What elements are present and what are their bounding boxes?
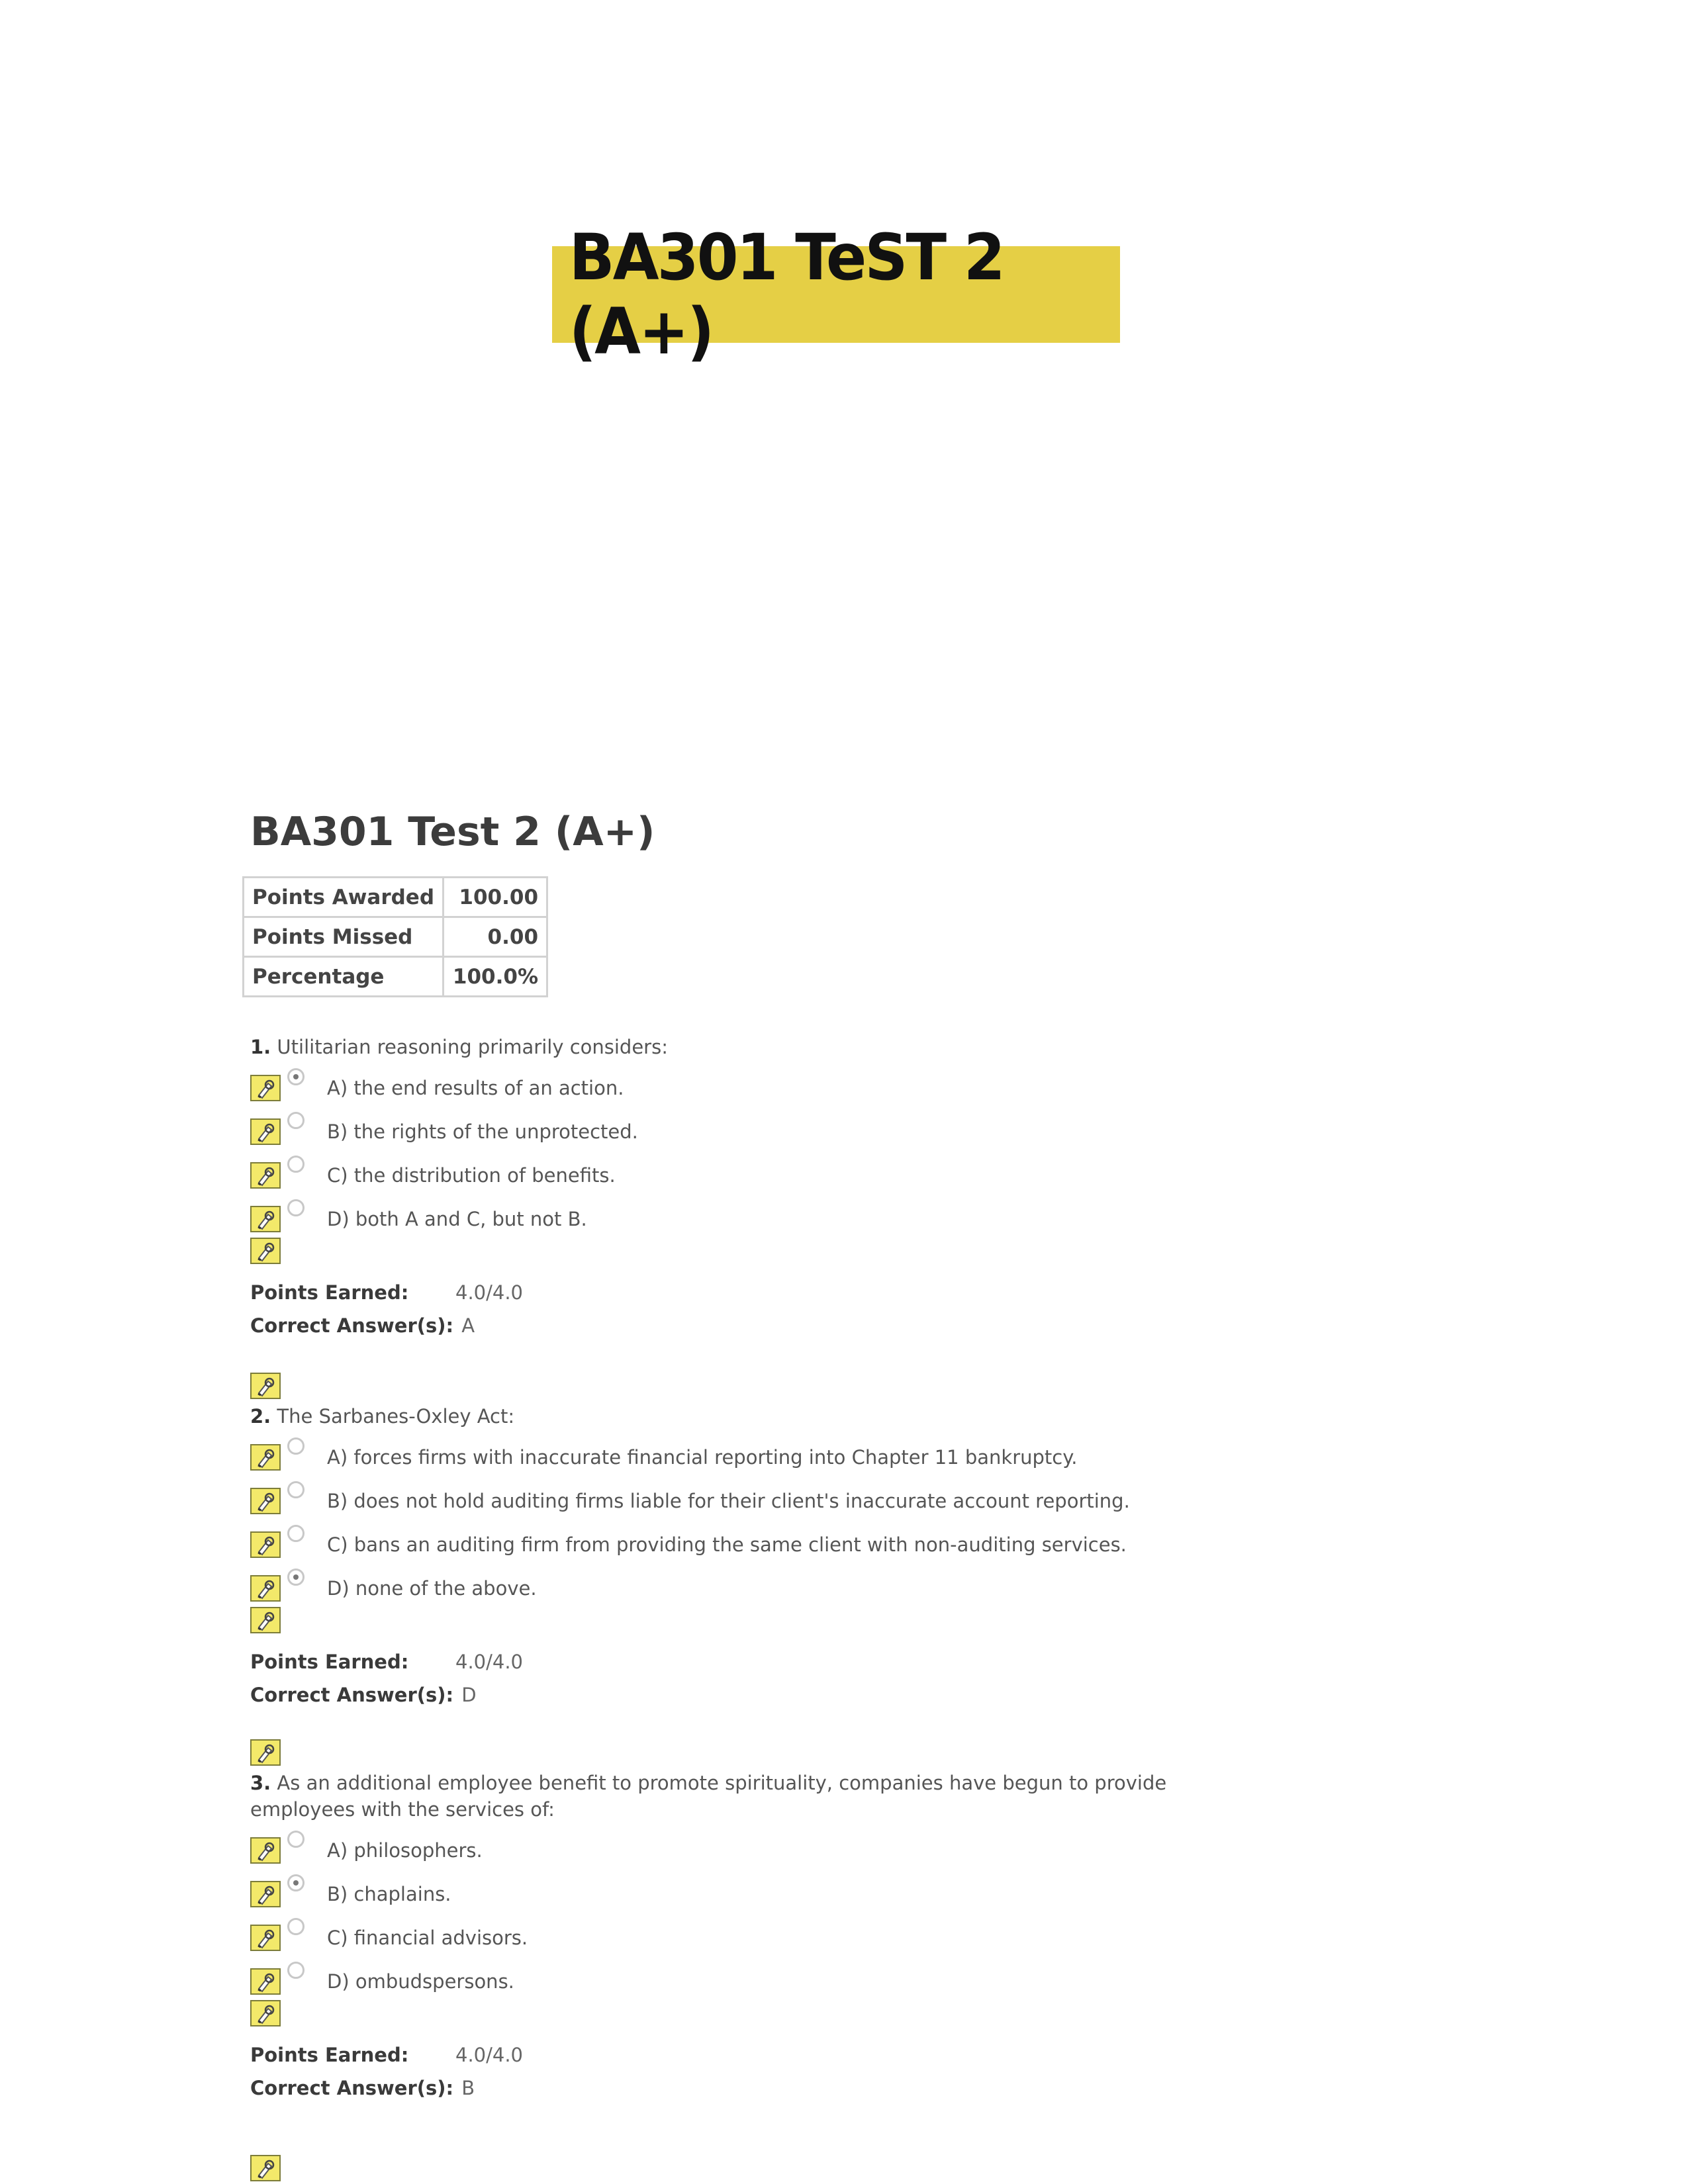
points-earned-label: Points Earned:: [250, 1651, 409, 1673]
radio-option-d[interactable]: [287, 1199, 305, 1216]
pencil-magnifier-icon[interactable]: [250, 1881, 281, 1907]
score-summary-table: [242, 876, 548, 997]
question-header-icon-row: [250, 1739, 1190, 1770]
radio-option-c[interactable]: [287, 1525, 305, 1542]
question-prompt: Utilitarian reasoning primarily considers:: [277, 1036, 668, 1058]
option-a[interactable]: [250, 1060, 1190, 1104]
correct-answer-label: Correct Answer(s):: [250, 1314, 454, 1337]
pencil-magnifier-icon[interactable]: [250, 1968, 281, 1995]
pencil-magnifier-icon[interactable]: [250, 1373, 281, 1399]
title-banner: [552, 220, 1120, 369]
option-text: A) the end results of an action.: [327, 1077, 624, 1099]
next-question-icon-row: [250, 2155, 281, 2184]
points-earned: [250, 1276, 1190, 1309]
option-a[interactable]: [250, 1823, 1190, 1866]
summary-label: Percentage: [244, 957, 444, 997]
question-text: [250, 1403, 1190, 1430]
radio-option-a[interactable]: [287, 1831, 305, 1848]
question-3: [250, 1739, 1190, 2105]
radio-option-b[interactable]: [287, 1481, 305, 1498]
radio-option-a[interactable]: [287, 1068, 305, 1085]
correct-answer: [250, 1678, 1190, 1711]
radio-option-d[interactable]: [287, 1962, 305, 1979]
question-number: 1.: [250, 1036, 271, 1058]
question-text: [250, 1034, 1190, 1060]
correct-answer-value: A: [461, 1314, 475, 1337]
summary-row-percentage: [244, 957, 547, 997]
radio-option-b[interactable]: [287, 1112, 305, 1129]
summary-row-points-awarded: [244, 878, 547, 917]
option-text: C) financial advisors.: [327, 1927, 528, 1949]
option-b[interactable]: [250, 1866, 1190, 1910]
question-prompt: The Sarbanes-Oxley Act:: [277, 1405, 515, 1428]
pencil-magnifier-icon[interactable]: [250, 1162, 281, 1189]
summary-value: 0.00: [444, 917, 547, 957]
points-earned: [250, 1645, 1190, 1678]
option-text: A) philosophers.: [327, 1839, 483, 1862]
summary-label: Points Awarded: [244, 878, 444, 917]
pencil-magnifier-icon[interactable]: [250, 1925, 281, 1951]
option-text: B) chaplains.: [327, 1883, 451, 1905]
option-d[interactable]: [250, 1191, 1190, 1235]
banner-title: BA301 TeST 2 (A+): [569, 220, 1004, 369]
correct-answer-label: Correct Answer(s):: [250, 1684, 454, 1706]
pencil-magnifier-icon[interactable]: [250, 1607, 281, 1633]
question-2: [250, 1373, 1190, 1711]
feedback-icon-row: [250, 1997, 1190, 2029]
option-c[interactable]: [250, 1517, 1190, 1561]
option-text: C) bans an auditing firm from providing the same client with non-auditing services.: [327, 1533, 1127, 1556]
pencil-magnifier-icon[interactable]: [250, 1488, 281, 1514]
points-earned-label: Points Earned:: [250, 1281, 409, 1304]
pencil-magnifier-icon[interactable]: [250, 1238, 281, 1264]
pencil-magnifier-icon[interactable]: [250, 1075, 281, 1101]
option-text: B) the rights of the unprotected.: [327, 1120, 638, 1143]
feedback-icon-row: [250, 1235, 1190, 1267]
radio-option-c[interactable]: [287, 1918, 305, 1935]
option-d[interactable]: [250, 1561, 1190, 1604]
points-earned-value: 4.0/4.0: [455, 2044, 524, 2066]
option-text: D) none of the above.: [327, 1577, 537, 1600]
question-text: [250, 1770, 1190, 1823]
pencil-magnifier-icon[interactable]: [250, 1206, 281, 1232]
pencil-magnifier-icon[interactable]: [250, 1444, 281, 1471]
question-prompt: As an additional employee benefit to promote spirituality, companies have begun to provide: [277, 1772, 1167, 1794]
option-b[interactable]: [250, 1104, 1190, 1148]
summary-value: 100.0%: [444, 957, 547, 997]
summary-label: Points Missed: [244, 917, 444, 957]
question-prompt-continued: employees with the services of:: [250, 1798, 555, 1821]
option-c[interactable]: [250, 1148, 1190, 1191]
question-number: 2.: [250, 1405, 271, 1428]
pencil-magnifier-icon[interactable]: [250, 2155, 281, 2181]
option-text: B) does not hold auditing firms liable for their client's inaccurate account reporting.: [327, 1490, 1130, 1512]
correct-answer-value: B: [461, 2077, 475, 2099]
summary-row-points-missed: [244, 917, 547, 957]
option-text: A) forces firms with inaccurate financial reporting into Chapter 11 bankruptcy.: [327, 1446, 1078, 1469]
page-title: BA301 Test 2 (A+): [250, 809, 655, 855]
correct-answer: [250, 2071, 1190, 2105]
pencil-magnifier-icon[interactable]: [250, 2000, 281, 2026]
option-c[interactable]: [250, 1910, 1190, 1954]
question-header-icon-row: [250, 1373, 1190, 1403]
pencil-magnifier-icon[interactable]: [250, 1739, 281, 1766]
correct-answer-value: D: [461, 1684, 477, 1706]
option-text: D) both A and C, but not B.: [327, 1208, 587, 1230]
correct-answer: [250, 1309, 1190, 1342]
feedback-icon-row: [250, 1604, 1190, 1636]
points-earned-label: Points Earned:: [250, 2044, 409, 2066]
radio-option-a[interactable]: [287, 1437, 305, 1455]
radio-option-c[interactable]: [287, 1156, 305, 1173]
option-a[interactable]: [250, 1430, 1190, 1473]
option-text: D) ombudspersons.: [327, 1970, 514, 1993]
option-text: C) the distribution of benefits.: [327, 1164, 616, 1187]
question-number: 3.: [250, 1772, 271, 1794]
points-earned: [250, 2038, 1190, 2071]
points-earned-value: 4.0/4.0: [455, 1281, 524, 1304]
option-d[interactable]: [250, 1954, 1190, 1997]
points-earned-value: 4.0/4.0: [455, 1651, 524, 1673]
option-b[interactable]: [250, 1473, 1190, 1517]
radio-option-b[interactable]: [287, 1874, 305, 1891]
question-1: [250, 1034, 1190, 1342]
correct-answer-label: Correct Answer(s):: [250, 2077, 454, 2099]
summary-value: 100.00: [444, 878, 547, 917]
pencil-magnifier-icon[interactable]: [250, 1837, 281, 1864]
pencil-magnifier-icon[interactable]: [250, 1531, 281, 1558]
pencil-magnifier-icon[interactable]: [250, 1118, 281, 1145]
pencil-magnifier-icon[interactable]: [250, 1575, 281, 1602]
radio-option-d[interactable]: [287, 1569, 305, 1586]
